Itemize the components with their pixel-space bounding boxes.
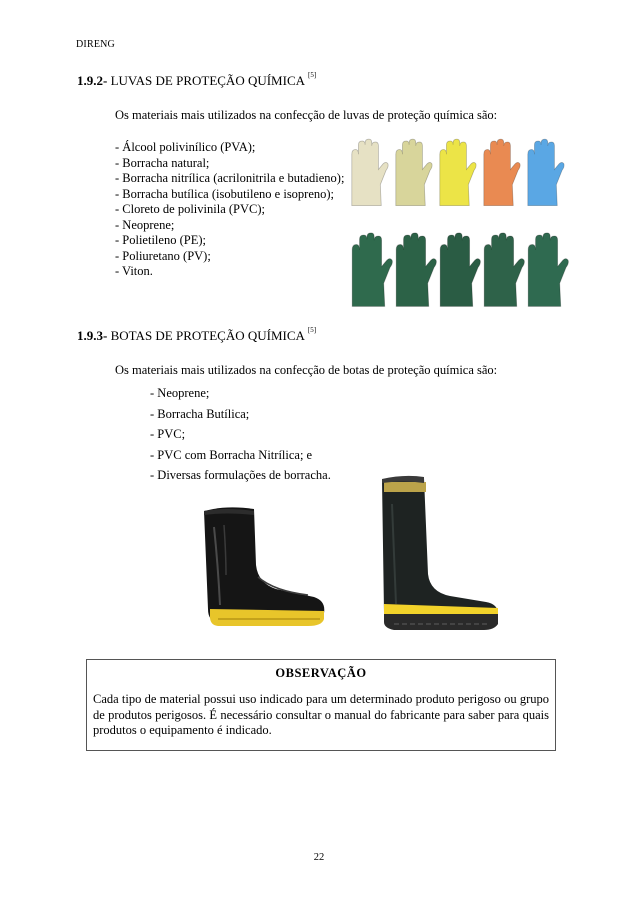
list-item: - Poliuretano (PV); bbox=[115, 248, 211, 263]
list-item: - Viton. bbox=[115, 264, 153, 278]
gloves-intro: Os materiais mais utilizados na confecção de luvas de proteção química são: bbox=[115, 108, 498, 122]
section-title: LUVAS DE PROTEÇÃO QUÍMICA bbox=[110, 73, 306, 88]
list-item: - Diversas formulações de borracha. bbox=[150, 468, 331, 482]
gloves-materials-list bbox=[115, 140, 344, 280]
glove-shape bbox=[352, 233, 392, 307]
glove-shape bbox=[528, 233, 568, 307]
pvc-boot-image bbox=[196, 505, 331, 630]
section-heading-gloves bbox=[77, 73, 316, 89]
observation-box bbox=[86, 659, 556, 751]
chemical-gloves-image bbox=[340, 135, 570, 315]
list-item: - Borracha nitrílica (acrilonitrila e butadieno); bbox=[115, 171, 345, 185]
section-number: 1.9.3- bbox=[77, 328, 108, 343]
list-item: - Neoprene; bbox=[150, 386, 210, 400]
list-item: - Álcool polivinílico (PVA); bbox=[115, 140, 256, 154]
section-title: BOTAS DE PROTEÇÃO QUÍMICA bbox=[110, 328, 305, 343]
list-item: - Cloreto de polivinila (PVC); bbox=[115, 202, 265, 216]
page-number: 22 bbox=[313, 852, 325, 863]
observation-text: Cada tipo de material possui uso indicado para um determinado produto perigoso ou grupo de produtos perigosos. É necessário consultar o manual do fabricante para saber para quais produtos o equipamento é indicado. bbox=[93, 692, 549, 737]
list-item: - Borracha butílica (isobutileno e isopreno); bbox=[115, 186, 335, 201]
observation-title: OBSERVAÇÃO bbox=[275, 666, 367, 680]
glove-shape bbox=[528, 139, 564, 206]
reference-marker: [5] bbox=[307, 326, 317, 334]
list-item: - Neoprene; bbox=[115, 217, 175, 232]
list-item: - Polietileno (PE); bbox=[115, 233, 206, 247]
list-item: - PVC; bbox=[150, 427, 186, 441]
glove-shape bbox=[396, 233, 436, 307]
glove-shape bbox=[484, 139, 520, 206]
glove-shape bbox=[440, 233, 480, 307]
glove-shape bbox=[396, 139, 432, 206]
reference-marker: [5] bbox=[308, 71, 317, 79]
list-item: - Borracha Butílica; bbox=[150, 406, 250, 421]
boots-materials-list bbox=[150, 383, 331, 486]
section-number: 1.9.2- bbox=[77, 73, 108, 88]
boots-intro: Os materiais mais utilizados na confecção de botas de proteção química são: bbox=[115, 363, 498, 377]
page-header: DIRENG bbox=[76, 39, 115, 50]
rubber-boot-image bbox=[374, 474, 504, 634]
section-heading-boots bbox=[77, 328, 316, 344]
glove-shape bbox=[440, 139, 476, 206]
list-item: - PVC com Borracha Nitrílica; e bbox=[150, 447, 313, 462]
glove-shape bbox=[484, 233, 524, 307]
glove-shape bbox=[352, 139, 388, 206]
list-item: - Borracha natural; bbox=[115, 155, 210, 170]
